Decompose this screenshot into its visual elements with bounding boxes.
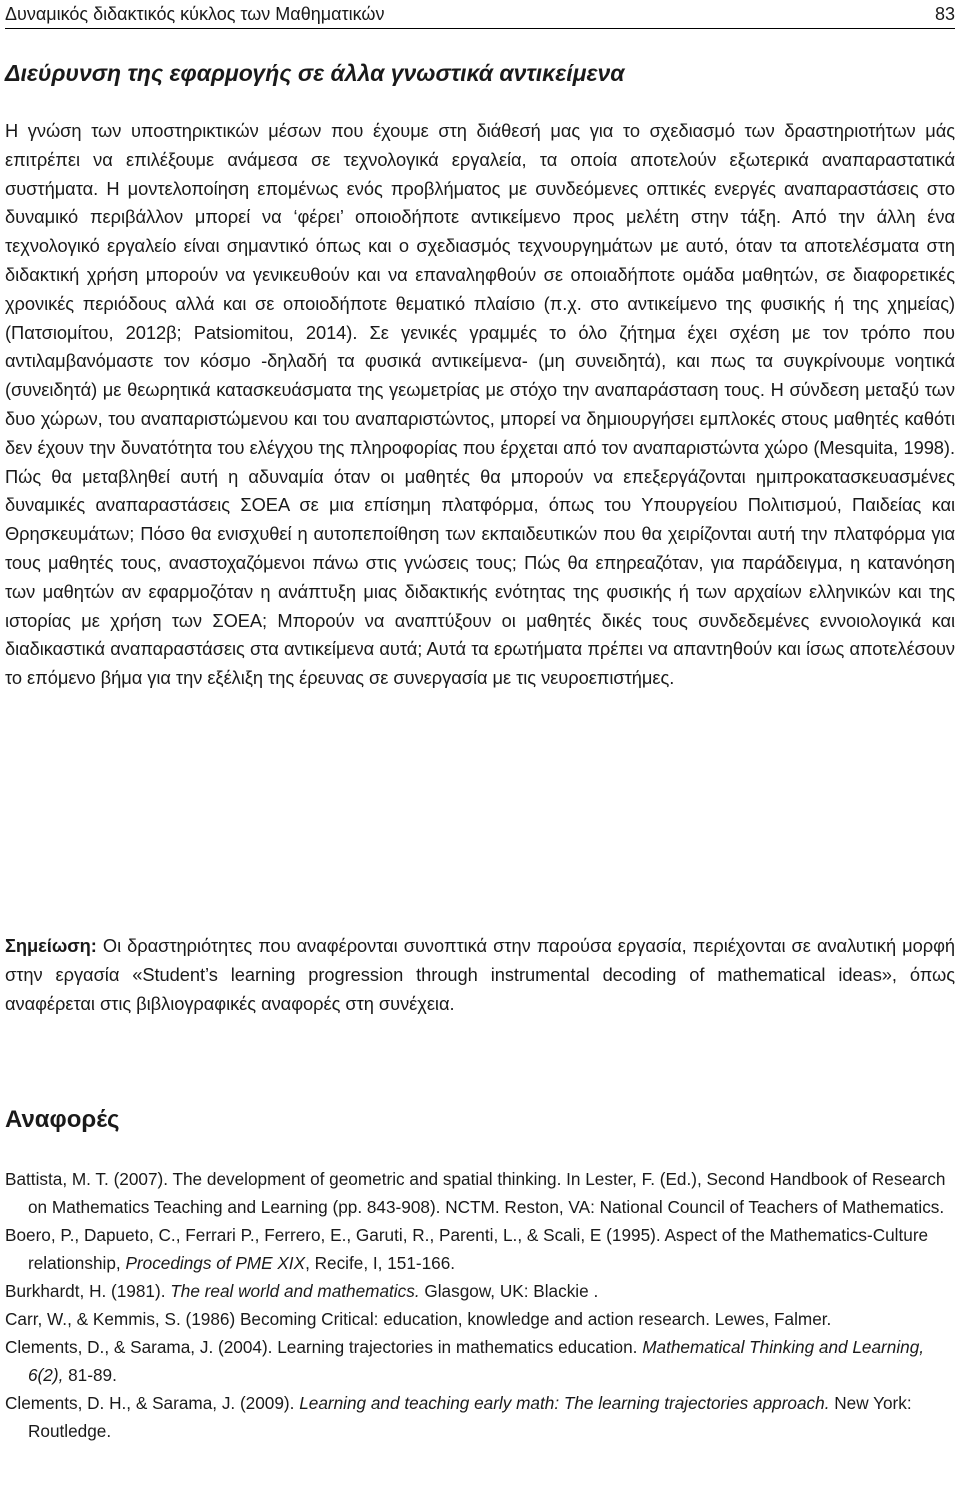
- reference-item: Carr, W., & Kemmis, S. (1986) Becoming Critical: education, knowledge and action research. Lewes, Falmer.: [5, 1309, 832, 1329]
- body-paragraph: Η γνώση των υποστηρικτικών μέσων που έχουμε στη διάθεσή μας για το σχεδιασμό των δραστηριοτήτων μάς επιτρέπει να επιλέξουμε ανάμεσα σε τεχνολογικά εργαλεία, τα οποία αποτελούν εξωτερικά αναπαραστατικά συστήματα. Η μοντελοποίηση επομένως ενός προβλήματος με συνδεόμενες οπτικές ενεργές αναπαραστάσεις στο δυναμικό περιβάλλον μπορεί να ‘φέρει’ οποιοδήποτε αντικείμενο προς μελέτη στην τάξη. Από την άλλη ένα τεχνολογικό εργαλείο είναι σημαντικό όπως και ο σχεδιασμός τεχνουργημάτων με αυτό, όταν τα αποτελέσματα στη διδακτική χρήση μπορούν να γενικευθούν και να επαναληφθούν σε οποιαδήποτε ομάδα μαθητών, σε διαφορετικές χρονικές περιόδους αλλά και σε οποιοδήποτε θεματικό πλαίσιο (π.χ. στο αντικείμενο της φυσικής ή της χημείας) (Πατσιομίτου, 2012β; Patsiomitou, 2014). Σε γενικές γραμμές το όλο ζήτημα έχει σχέση με τον τρόπο που αντιλαμβανόμαστε τον κόσμο -δηλαδή τα φυσικά αντικείμενα- (μη συνειδητά), και πως τα συγκρίνουμε νοητικά (συνειδητά) με θεωρητικά κατασκευάσματα της γεωμετρίας με στόχο την αναπαράσταση τους. Η σύνδεση μεταξύ των δυο χώρων, του αναπαριστώμενου και του αναπαριστώντος, μπορεί να δημιουργήσει εμπλοκές στους μαθητές καθότι δεν έχουν την δυνατότητα του ελέγχου της πληροφορίας που έρχεται από τον αναπαριστώντα χώρο (Mesquita, 1998). Πώς θα μεταβληθεί αυτή η αδυναμία όταν οι μαθητές θα μπορούν να επεξεργάζονται ημιπροκατασκευασμένες δυναμικές αναπαραστάσεις ΣΟΕΑ σε μια επίσημη πλατφόρμα, όπως του Υπουργείου Πολιτισμού, Παιδείας και Θρησκευμάτων; Πόσο θα ενισχυθεί η αυτοπεποίθηση των εκπαιδευτικών που θα χειρίζονται αυτή την πλατφόρμα για τους μαθητές τους, αναστοχαζόμενοι πάνω στις γνώσεις τους; Πώς θα επηρεαζόταν, για παράδειγμα, η κατανόηση των μαθητών αν εφαρμοζόταν η ανάπτυξη μιας διδακτικής ενότητας της φυσικής ή των αρχαίων ελληνικών και της ιστορίας με χρήση των ΣΟΕΑ; Μπορούν να αναπτύξουν οι μαθητές δικές τους συνδεδεμένες εννοιολογικά και διαδικαστικά αναπαραστάσεις στα αντικείμενα αυτά; Αυτά τα ερωτήματα πρέπει να απαντηθούν και ίσως αποτελέσουν το επόμενο βήμα για την εξέλιξη της έρευνας σε συνεργασία με τις νευροεπιστήμες.: [5, 120, 955, 689]
- running-header: [5, 0, 955, 29]
- reference-item: Boero, P., Dapueto, C., Ferrari P., Ferrero, E., Garuti, R., Parenti, L., & Scali, E (1995). Aspect of the Mathematics-Culture relationship, Procedings of PME XIX, Recife, I, 151-166.: [5, 1225, 929, 1273]
- running-title: Δυναμικός διδακτικός κύκλος των Μαθηματικών: [5, 4, 385, 24]
- references-list: [5, 1165, 955, 1445]
- references-title: Αναφορές: [5, 1106, 120, 1133]
- note-label: Σημείωση:: [5, 935, 97, 956]
- note-text: Οι δραστηριότητες που αναφέρονται συνοπτικά στην παρούσα εργασία, περιέχονται σε αναλυτική μορφή στην εργασία «Student’s learning progression through instrumental decoding of mathematical ideas», όπως αναφέρεται στις βιβλιογραφικές αναφορές στη συνέχεια.: [5, 935, 955, 1014]
- reference-item: Battista, M. T. (2007). The development of geometric and spatial thinking. In Lester, F. (Ed.), Second Handbook of Research on Mathematics Teaching and Learning (pp. 843-908). NCTM. Reston, VA: National Council of Teachers of Mathematics.: [5, 1169, 946, 1217]
- page-number: 83: [934, 4, 955, 24]
- reference-item: Clements, D., & Sarama, J. (2004). Learning trajectories in mathematics education. Mathematical Thinking and Learning, 6(2), 81-89.: [5, 1337, 925, 1385]
- note-paragraph: [5, 932, 955, 1018]
- reference-item: Clements, D. H., & Sarama, J. (2009). Learning and teaching early math: The learning trajectories approach. New York: Routledge.: [5, 1393, 912, 1441]
- reference-item: Burkhardt, H. (1981). The real world and mathematics. Glasgow, UK: Blackie .: [5, 1281, 599, 1301]
- section-title: Διεύρυνση της εφαρμογής σε άλλα γνωστικά αντικείμενα: [5, 60, 625, 86]
